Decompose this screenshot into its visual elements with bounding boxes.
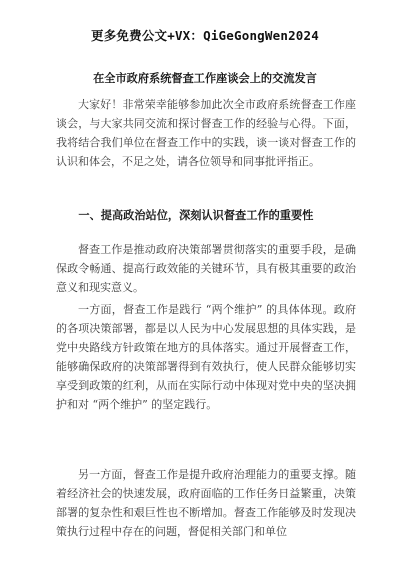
paragraph-intro	[56, 95, 356, 171]
paragraph-section1-intro	[56, 240, 356, 297]
paragraph-text: 一方面，督查工作是践行 “两个维护” 的具体体现。政府的各项决策部署，都是以人民为中心发展思想的具体实践，是党中央路线方针政策在地方的具体落实。通过开展督查工作，能够确保政府的决策部署得到有效执行，使人民群众能够切实享受到政策的红利，从而在实际行动中体现对党中央的坚决拥护和对 “两个维护” 的坚定践行。	[56, 303, 356, 411]
paragraph-text: 另一方面，督查工作是提升政府治理能力的重要支撑。随着经济社会的快速发展，政府面临的工作任务日益繁重，决策部署的复杂性和艰巨性也不断增加。督查工作能够及时发现决策执行过程中存在的问题，督促相关部门和单位	[56, 468, 356, 538]
paragraph-section1-point1	[56, 300, 356, 414]
paragraph-text: 大家好！非常荣幸能够参加此次全市政府系统督查工作座谈会，与大家共同交流和探讨督查工作的经验与心得。下面，我将结合我们单位在督查工作中的实践，谈一谈对督查工作的认识和体会，不足之处，请各位领导和同事批评指正。	[56, 98, 356, 168]
section-heading-1: 一、提高政治站位，深刻认识督查工作的重要性	[78, 209, 314, 222]
document-title: 在全市政府系统督查工作座谈会上的交流发言	[93, 71, 317, 85]
promo-banner: 更多免费公文+VX：QiGeGongWen2024	[91, 28, 319, 43]
paragraph-text: 督查工作是推动政府决策部署贯彻落实的重要手段，是确保政令畅通、提高行政效能的关键环节，具有极其重要的政治意义和现实意义。	[56, 243, 356, 294]
paragraph-section1-point2	[56, 465, 356, 541]
